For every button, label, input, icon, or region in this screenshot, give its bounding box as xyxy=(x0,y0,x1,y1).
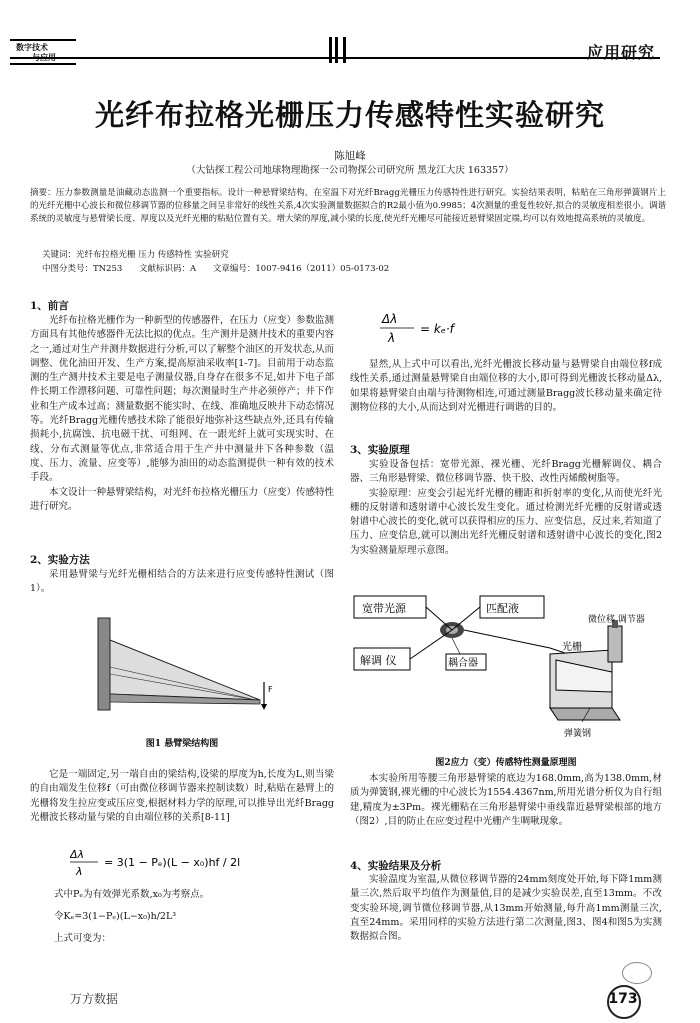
section-heading-method: 2、实验方法 xyxy=(30,554,90,566)
measurement-schematic xyxy=(350,590,662,740)
header-divider-bars xyxy=(325,37,351,63)
article-number: 文章编号：1007-9416（2011）05-0173-02 xyxy=(212,264,390,274)
paragraph: 实验温度为室温,从微位移调节器的24mm刻度处开始,每下降1mm测量三次,然后取平均值作为测量值,目的是减少实验误差,直至13mm。不改变实验环境,调节微位移调节器,从13mm开始测量,每升高1mm测量三次,直至24mm。采用同样的实验方法进行第二次测量,图3、图4和图5为实测数据拟合图。 xyxy=(350,874,662,943)
clc-number: 中图分类号：TN253 xyxy=(42,264,123,274)
fixed-support xyxy=(98,618,110,710)
results-text xyxy=(350,873,662,944)
journal-logo-line2: 与应用 xyxy=(32,53,56,62)
paragraph: 光纤布拉格光栅作为一种新型的传感器件，在压力（应变）参数监测方面具有其他传感器件无法比拟的优点。生产测井是测井技术的重要内容之一,通过对生产井测井数据进行分析,可以了解整个油区的开发状态,从而调整、优化油田开发、生产方案,提高原油采收率[1-7]。目前用于动态监测的生产测井技术主要是电子测量仪器,自身存在很多不足,如井下电子部件长期工作漂移问题、可靠性问题；每次测量时生产井必须停产；井下作业和生产成本过高；测量数据不能实时、在线、准确地反映井下动态情况等。光纤Bragg光栅传感技术除了能很好地弥补这些缺点外,还具有传输损耗小,抗腐蚀、抗电磁干扰、可组网、在一跟光纤上就可实现实时、在线、分布式测量等优点,非常适合用于生产井中测量井下各种参数（温度、压力、流量、应变等）,能够为油田的动态监测提供一种有效的技术手段。 xyxy=(30,315,335,484)
journal-logo xyxy=(10,37,76,67)
eq2-rhs: = 3(1 − Pₑ)(L − x₀)hf / 2l xyxy=(104,856,241,869)
micrometer-label: 微位移 调节器 xyxy=(588,615,645,625)
micrometer-body xyxy=(608,626,622,662)
eq2-denominator: λ xyxy=(76,865,83,878)
paragraph: 本实验所用等腰三角形悬臂梁的底边为168.0mm,高为138.0mm,材质为弹簧钢,裸光栅的中心波长为1554.4367nm,所用光谱分析仪为自行组建,精度为±3Pm。裸光栅粘在三角形悬臂梁中垂线靠近悬臂梁根部的地方（图2）,目的防止在应变过程中光栅产生啁啾现象。 xyxy=(350,773,662,827)
paragraph: 它是一端固定,另一端自由的梁结构,设梁的厚度为h,长度为L,则当梁的自由端发生位移f（可由微位移调节器来控制读数）时,粘贴在悬臂上的光栅将发生拉应变或压应变,根据材料力学的原理,可以推导出光纤Bragg光栅波长移动量与梁的自由端位移的关系[8-11] xyxy=(30,769,334,823)
principle-text xyxy=(350,458,662,558)
eq1-numerator: Δλ xyxy=(382,312,398,326)
paragraph: 实验设备包括：宽带光源、裸光栅、光纤Bragg光栅解调仪、耦合器、三角形悬臂梁、微位移调节器、快干胶、改性丙烯酸树脂等。 xyxy=(350,459,662,485)
intro-text xyxy=(30,314,334,514)
paragraph: 显然,从上式中可以看出,光纤光栅波长移动量与悬臂梁自由端位移f成线性关系,通过测量悬臂梁自由端位移的大小,即可得到光栅波长移动量Δλ,如果将悬臂梁自由端与待测物相连,可通过测量Bragg波长移动量来确定待测物位移的大小,从而达到对光栅进行调谐的目的。 xyxy=(350,359,662,413)
force-arrowhead xyxy=(261,704,267,710)
cantilever-figure xyxy=(80,612,310,720)
source-watermark: 万方数据 xyxy=(70,992,119,1006)
stamp-icon xyxy=(622,962,652,984)
section-heading-results: 4、实验结果及分析 xyxy=(350,860,442,872)
beam-top-face xyxy=(110,640,260,700)
author: 陈旭峰 xyxy=(334,150,366,162)
page-number-text: 173 xyxy=(608,991,638,1007)
equation-2 xyxy=(70,846,330,878)
section-name: 应用研究 xyxy=(587,43,656,62)
figure-1-caption: 图1 悬臂梁结构图 xyxy=(145,739,219,749)
coupler-pointer xyxy=(452,638,460,654)
equation-notes xyxy=(54,884,334,950)
force-label: F xyxy=(268,685,273,694)
derivation-text xyxy=(30,768,334,825)
equation-1 xyxy=(372,310,572,346)
note-line: 令Kₑ=3(1−Pₑ)(L−x₀)h/2L³ xyxy=(54,911,177,922)
paragraph: 实验原理：应变会引起光纤光栅的栅距和折射率的变化,从而使光纤光栅的反射谱和透射谱中心波长发生变化。通过检测光纤光栅的反射谱或透射谱中心波长的变化,就可以获得相应的压力、应变信息，反过来,若知道了压力、应变信息,就可以测出光纤光栅反射谱和透射谱中心波长的变化,图2为实验测量原理示意图。 xyxy=(350,487,662,556)
eq2-numerator: Δλ xyxy=(70,848,85,861)
setup-text xyxy=(350,772,662,829)
affiliation: （大钻探工程公司地球物理勘探一公司物探公司研究所 黑龙江大庆 163357） xyxy=(186,165,514,176)
section-heading-principle: 3、实验原理 xyxy=(350,444,410,456)
paragraph: 采用悬臂梁与光纤光栅相结合的方法来进行应变传感特性测试（图1）。 xyxy=(30,569,334,595)
source-label: 宽带光源 xyxy=(362,602,406,615)
note-line: 式中Pₑ为有效弹光系数,x₀为考察点。 xyxy=(54,889,210,900)
spring-steel-label: 弹簧钢 xyxy=(564,729,592,739)
document-code: 文献标识码：A xyxy=(139,264,197,274)
abstract: 摘要：压力参数测量是油藏动态监测一个重要指标。设计一种悬臂梁结构，在室温下对光纤Bragg光栅压力传感特性进行研究。实验结果表明，粘贴在三角形弹簧钢片上的光纤光栅中心波长和微位移调节器的位移量之间呈非常好的线性关系,4次实验测量数据拟合的R2最小值为0.9985；4次测量的重复性较好,拟合的灵敏度相差很小。调谐系统的灵敏度与悬臂梁长度、厚度以及光纤光栅的粘贴位置有关。增大梁的厚度,减小梁的长度,使光纤光栅尽可能接近悬臂梁固定端,均可以有效地提高系统的灵敏度。 xyxy=(30,188,666,224)
method-text xyxy=(30,568,334,597)
demod-label: 解调 仪 xyxy=(360,654,397,667)
fiber-line xyxy=(426,607,452,630)
paragraph: 本文设计一种悬臂梁结构，对光纤布拉格光栅压力（应变）传感特性进行研究。 xyxy=(30,486,335,512)
journal-logo-line1: 数字技术 xyxy=(16,43,48,52)
figure-2-caption: 图2应力（变）传感特性测量原理图 xyxy=(435,758,577,768)
equation-explanation xyxy=(350,358,662,415)
eq1-denominator: λ xyxy=(388,331,396,345)
cantilever-base xyxy=(550,708,620,720)
grating-label: 光栅 xyxy=(562,642,582,653)
coupler-label: 耦合器 xyxy=(448,658,478,669)
matching-label: 匹配液 xyxy=(486,602,519,615)
note-line: 上式可变为： xyxy=(54,933,112,944)
fiber-line xyxy=(452,607,480,630)
section-heading-intro: 1、前言 xyxy=(30,300,69,312)
page-number xyxy=(601,985,645,1015)
paper-title: 光纤布拉格光栅压力传感特性实验研究 xyxy=(94,98,605,132)
classification xyxy=(42,262,403,274)
eq1-rhs: = kₑ·f xyxy=(420,322,454,336)
keywords: 关键词：光纤布拉格光栅 压力 传感特性 实验研究 xyxy=(42,250,229,260)
